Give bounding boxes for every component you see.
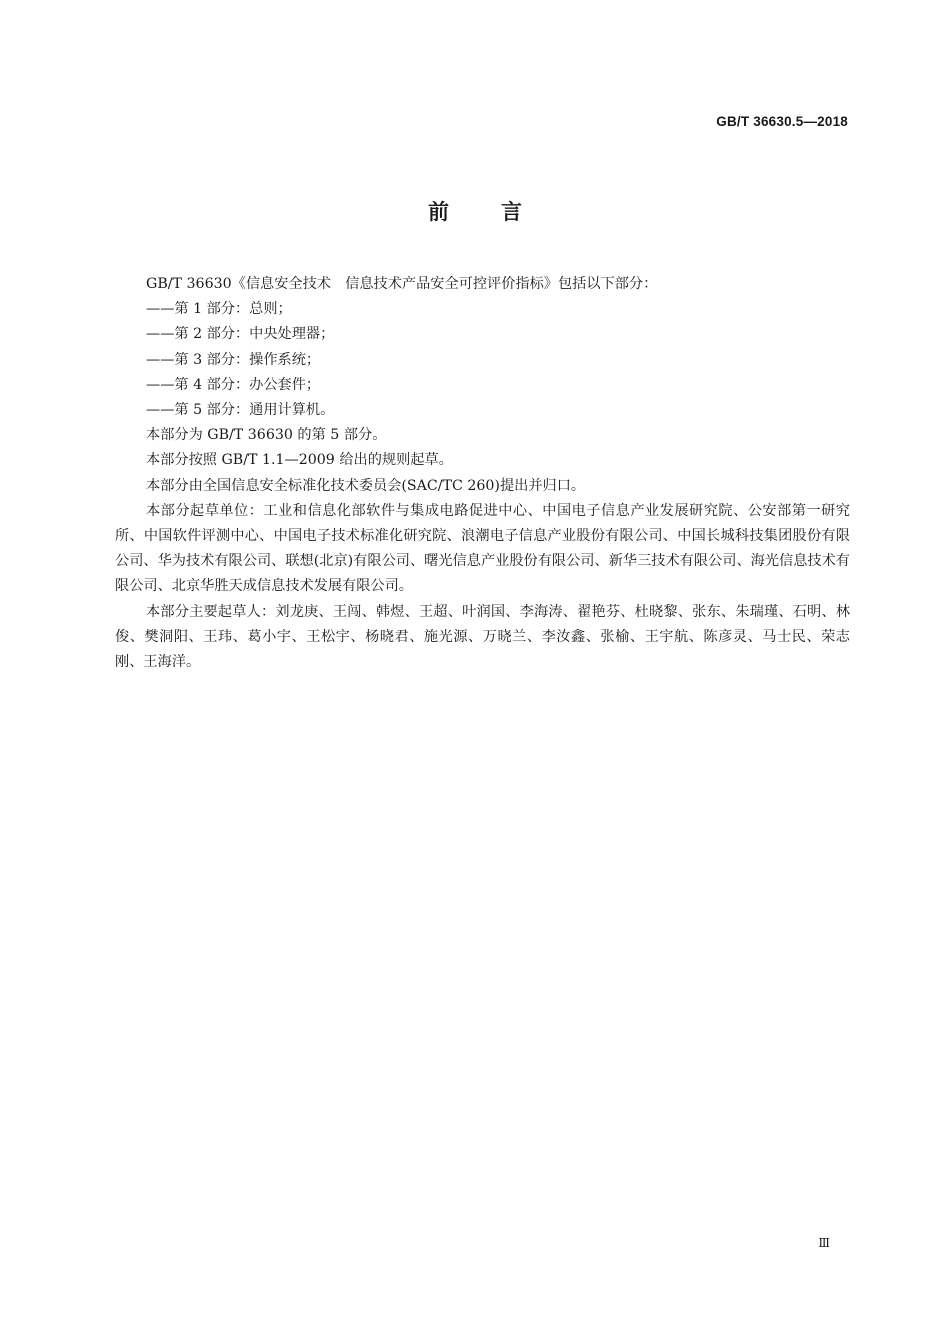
drafting-rules-paragraph: 本部分按照 GB/T 1.1—2009 给出的规则起草。 [146,452,453,469]
document-body [115,272,850,675]
intro-paragraph: GB/T 36630《信息安全技术 信息技术产品安全可控评价指标》包括以下部分： [146,276,658,292]
proposed-by-paragraph: 本部分由全国信息安全标准化技术委员会(SAC/TC 260)提出并归口。 [146,477,586,494]
list-item: ——第 5 部分：通用计算机。 [146,402,335,419]
list-item: ——第 4 部分：办公套件； [146,376,321,393]
this-part-paragraph: 本部分为 GB/T 36630 的第 5 部分。 [146,427,387,444]
page-number: Ⅲ [818,1236,830,1250]
list-item: ——第 1 部分：总则； [146,301,292,318]
page-title: 前言 [428,200,574,224]
drafters-paragraph: 本部分主要起草人：刘龙庚、王闯、韩煜、王超、叶润国、李海涛、翟艳芬、杜晓黎、张东、朱瑞瑾、石明、林俊、樊洞阳、王玮、葛小宇、王松宇、杨晓君、施光源、万晓兰、李汝鑫、张榆、王宇航、陈彦灵、马士民、荣志刚、王海洋。 [115,603,850,671]
drafting-units-paragraph: 本部分起草单位：工业和信息化部软件与集成电路促进中心、中国电子信息产业发展研究院、公安部第一研究所、中国软件评测中心、中国电子技术标准化研究院、浪潮电子信息产业股份有限公司、中国长城科技集团股份有限公司、华为技术有限公司、联想(北京)有限公司、曙光信息产业股份有限公司、新华三技术有限公司、海光信息技术有限公司、北京华胜天成信息技术发展有限公司。 [115,502,850,595]
document-number: GB/T 36630.5—2018 [716,114,848,129]
list-item: ——第 3 部分：操作系统； [146,351,321,368]
list-item: ——第 2 部分：中央处理器； [146,326,335,343]
